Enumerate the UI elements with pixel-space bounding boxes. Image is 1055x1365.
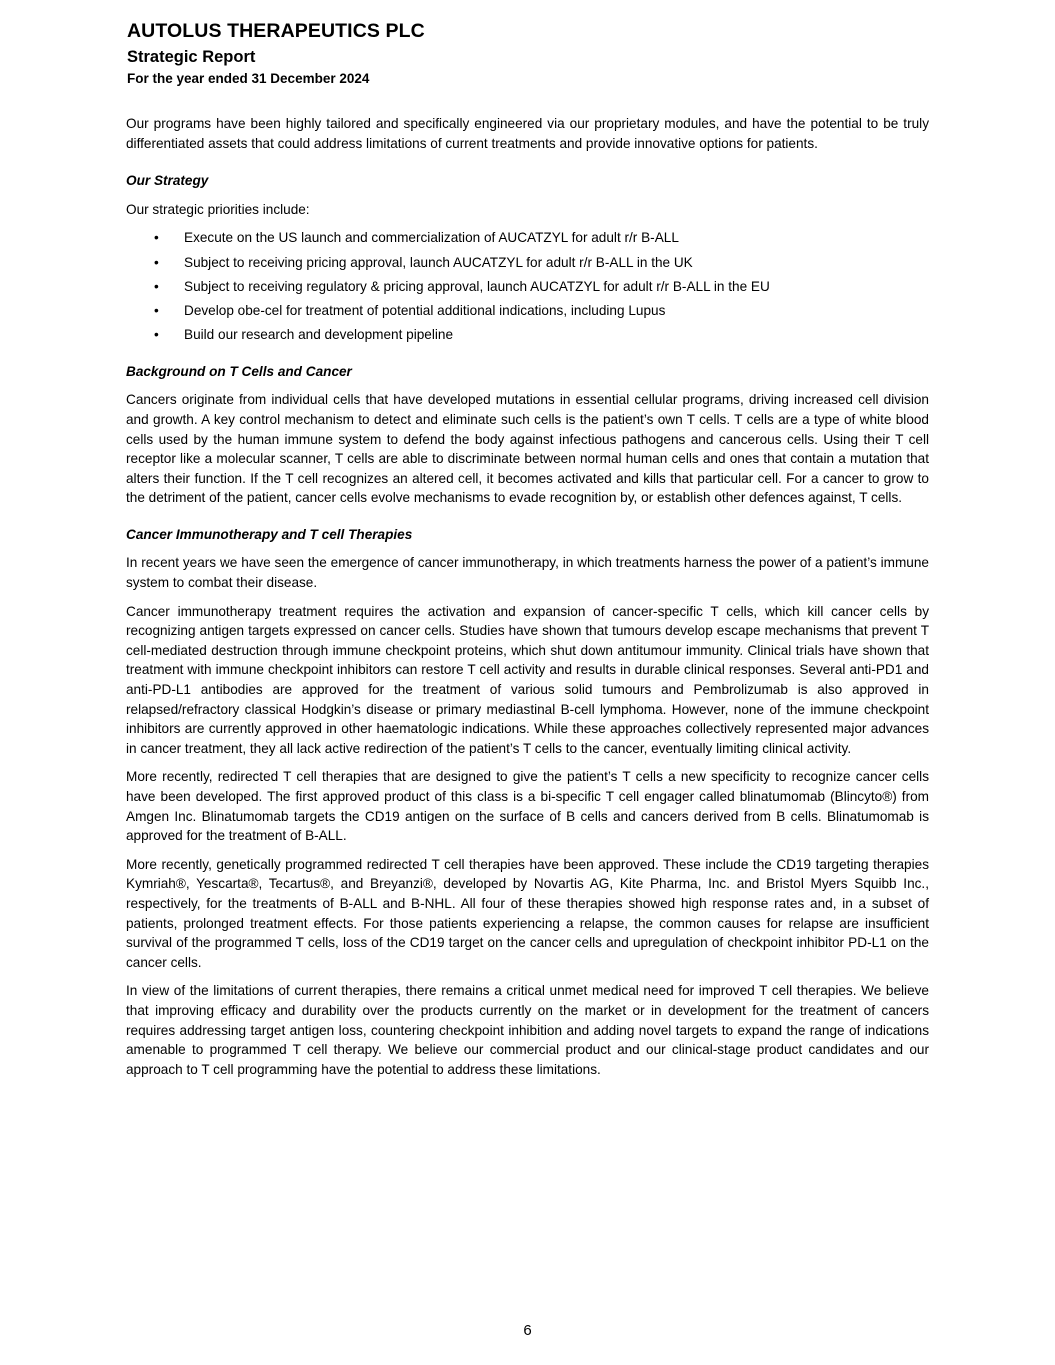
background-heading: Background on T Cells and Cancer bbox=[126, 363, 352, 379]
company-name: AUTOLUS THERAPEUTICS PLC bbox=[127, 20, 425, 42]
list-item bbox=[126, 228, 929, 248]
strategy-heading: Our Strategy bbox=[126, 173, 209, 189]
bullet-icon: • bbox=[154, 302, 159, 318]
report-period: For the year ended 31 December 2024 bbox=[127, 71, 370, 86]
bullet-icon: • bbox=[154, 230, 159, 246]
immunotherapy-paragraph-3: More recently, redirected T cell therapies that are designed to give the patient’s T cells a new specificity to recognize cancer cells have been developed. The first approved product of this class is a bi-specific T cell engager called blinatumomab (Blincyto®) from Amgen Inc. Blinatumomab targets the CD19 antigen on the surface of B cells and cancers derived from B cells. Blinatumomab is approved for the treatment of B-ALL. bbox=[126, 769, 929, 844]
list-item bbox=[126, 325, 929, 345]
immunotherapy-paragraph-1: In recent years we have seen the emergence of cancer immunotherapy, in which treatments harness the power of a patient’s immune system to combat their disease. bbox=[126, 555, 929, 591]
bullet-icon: • bbox=[154, 327, 159, 343]
list-item-text: Develop obe-cel for treatment of potential additional indications, including Lupus bbox=[184, 302, 666, 318]
strategy-list bbox=[126, 228, 929, 344]
list-item-text: Execute on the US launch and commercialization of AUCATZYL for adult r/r B-ALL bbox=[184, 230, 679, 246]
page-number: 6 bbox=[523, 1322, 532, 1339]
list-item bbox=[126, 301, 929, 321]
report-body bbox=[126, 114, 929, 1088]
immunotherapy-heading: Cancer Immunotherapy and T cell Therapies bbox=[126, 526, 413, 542]
strategy-lead: Our strategic priorities include: bbox=[126, 201, 310, 217]
bullet-icon: • bbox=[154, 254, 159, 270]
immunotherapy-paragraph-5: In view of the limitations of current therapies, there remains a critical unmet medical need for improved T cell therapies. We believe that improving efficacy and durability over the products currently on the market or in development for the treatment of cancers requires addressing target antigen loss, countering checkpoint inhibition and adding novel targets to expand the range of indications amenable to programmed T cell therapy. We believe our commercial product and our clinical-stage product candidates and our approach to T cell programming have the potential to address these limitations. bbox=[126, 983, 929, 1077]
background-paragraph: Cancers originate from individual cells that have developed mutations in essential cellular programs, driving increased cell division and growth. A key control mechanism to detect and eliminate such cells is the patient’s own T cells. T cells are a type of white blood cells used by the human immune system to defend the body against infectious pathogens and cancerous cells. Using their T cell receptor like a molecular scanner, T cells are able to discriminate between normal human cells and ones that contain a mutation that alters their function. If the T cell recognizes an altered cell, it becomes activated and kills that particular cell. For a cancer to grow to the detriment of the patient, cancer cells evolve mechanisms to evade recognition by, or establish other defences against, T cells. bbox=[126, 392, 929, 506]
list-item bbox=[126, 253, 929, 273]
intro-paragraph: Our programs have been highly tailored and specifically engineered via our proprietary modules, and have the potential to be truly differentiated assets that could address limitations of current treatments and provide innovative options for patients. bbox=[126, 116, 929, 151]
list-item-text: Subject to receiving regulatory & pricing approval, launch AUCATZYL for adult r/r B-ALL in the EU bbox=[184, 278, 770, 294]
report-title: Strategic Report bbox=[127, 48, 256, 66]
list-item-text: Subject to receiving pricing approval, launch AUCATZYL for adult r/r B-ALL in the UK bbox=[184, 254, 693, 270]
immunotherapy-paragraph-2: Cancer immunotherapy treatment requires the activation and expansion of cancer-specific T cells, which kill cancer cells by recognizing antigen targets expressed on cancer cells. Studies have shown that tumours develop escape mechanisms that prevent T cell-mediated destruction through immune checkpoint proteins, which shut down antitumour immunity. Clinical trials have shown that treatment with immune checkpoint inhibitors can restore T cell activity and results in durable clinical responses. Several anti-PD1 and anti-PD-L1 antibodies are approved for the treatment of various solid tumours and Pembrolizumab is also approved in relapsed/refractory classical Hodgkin’s disease or primary mediastinal B-cell lymphoma. However, none of the immune checkpoint inhibitors are currently approved in other haematologic indications. While these approaches collectively represented major advances in cancer treatment, they all lack active redirection of the patient’s T cells to the cancer, eventually limiting clinical activity. bbox=[126, 603, 929, 756]
list-item bbox=[126, 277, 929, 297]
bullet-icon: • bbox=[154, 278, 159, 294]
list-item-text: Build our research and development pipeline bbox=[184, 327, 454, 343]
immunotherapy-paragraph-4: More recently, genetically programmed redirected T cell therapies have been approved. These include the CD19 targeting therapies Kymriah®, Yescarta®, Tecartus®, and Breyanzi®, developed by Novartis AG, Kite Pharma, Inc. and Bristol Myers Squibb Inc., respectively, for the treatments of B-ALL and B-NHL. All four of these therapies showed high response rates and, in a subset of patients, prolonged treatment effects. For those patients experiencing a relapse, the common causes for relapse are insufficient survival of the programmed T cells, loss of the CD19 target on the cancer cells and upregulation of checkpoint inhibitor PD-L1 on the cancer cells. bbox=[126, 856, 929, 970]
